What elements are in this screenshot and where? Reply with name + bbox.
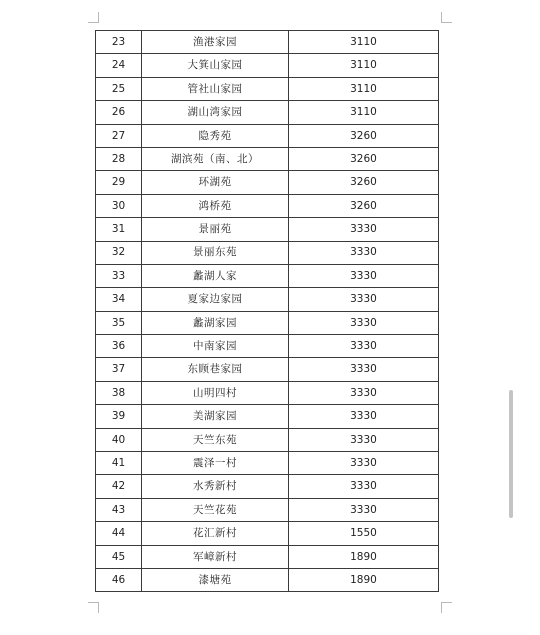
table-row bbox=[96, 54, 439, 77]
row-number-cell: 41 bbox=[96, 452, 142, 475]
community-name-cell: 美湖家园 bbox=[142, 405, 289, 428]
crop-mark-bottom-right bbox=[441, 602, 452, 613]
row-number-cell: 36 bbox=[96, 335, 142, 358]
community-name-cell: 花汇新村 bbox=[142, 522, 289, 545]
table-row bbox=[96, 31, 439, 54]
table-row bbox=[96, 381, 439, 404]
row-number-cell: 44 bbox=[96, 522, 142, 545]
community-name-cell: 漆塘苑 bbox=[142, 568, 289, 591]
value-cell: 3330 bbox=[289, 381, 439, 404]
table-row bbox=[96, 358, 439, 381]
table-row bbox=[96, 218, 439, 241]
community-name-cell: 震泽一村 bbox=[142, 452, 289, 475]
table-row bbox=[96, 194, 439, 217]
table-body bbox=[96, 31, 439, 592]
community-name-cell: 环湖苑 bbox=[142, 171, 289, 194]
row-number-cell: 23 bbox=[96, 31, 142, 54]
table-row bbox=[96, 171, 439, 194]
value-cell: 3330 bbox=[289, 405, 439, 428]
table-row bbox=[96, 288, 439, 311]
community-name-cell: 鸿桥苑 bbox=[142, 194, 289, 217]
value-cell: 3260 bbox=[289, 147, 439, 170]
value-cell: 3330 bbox=[289, 452, 439, 475]
value-cell: 3330 bbox=[289, 218, 439, 241]
table-row bbox=[96, 545, 439, 568]
row-number-cell: 27 bbox=[96, 124, 142, 147]
row-number-cell: 39 bbox=[96, 405, 142, 428]
table-row bbox=[96, 475, 439, 498]
community-name-cell: 天竺花苑 bbox=[142, 498, 289, 521]
crop-mark-bottom-left bbox=[88, 602, 99, 613]
table-row bbox=[96, 405, 439, 428]
table-row bbox=[96, 522, 439, 545]
community-name-cell: 天竺东苑 bbox=[142, 428, 289, 451]
value-cell: 3330 bbox=[289, 335, 439, 358]
community-name-cell: 水秀新村 bbox=[142, 475, 289, 498]
table-row bbox=[96, 335, 439, 358]
row-number-cell: 46 bbox=[96, 568, 142, 591]
value-cell: 3330 bbox=[289, 358, 439, 381]
row-number-cell: 34 bbox=[96, 288, 142, 311]
community-name-cell: 景丽苑 bbox=[142, 218, 289, 241]
community-name-cell: 景丽东苑 bbox=[142, 241, 289, 264]
community-table-container bbox=[95, 30, 438, 592]
value-cell: 1890 bbox=[289, 545, 439, 568]
row-number-cell: 45 bbox=[96, 545, 142, 568]
value-cell: 3110 bbox=[289, 101, 439, 124]
row-number-cell: 35 bbox=[96, 311, 142, 334]
table-row bbox=[96, 241, 439, 264]
value-cell: 3110 bbox=[289, 31, 439, 54]
table-row bbox=[96, 498, 439, 521]
value-cell: 3330 bbox=[289, 288, 439, 311]
table-row bbox=[96, 428, 439, 451]
community-name-cell: 隐秀苑 bbox=[142, 124, 289, 147]
community-name-cell: 湖山湾家园 bbox=[142, 101, 289, 124]
value-cell: 3110 bbox=[289, 54, 439, 77]
value-cell: 3330 bbox=[289, 475, 439, 498]
vertical-scrollbar[interactable] bbox=[509, 390, 513, 518]
community-name-cell: 东顾巷家园 bbox=[142, 358, 289, 381]
community-name-cell: 渔港家园 bbox=[142, 31, 289, 54]
community-name-cell: 中南家园 bbox=[142, 335, 289, 358]
community-table bbox=[95, 30, 439, 592]
row-number-cell: 38 bbox=[96, 381, 142, 404]
table-row bbox=[96, 124, 439, 147]
row-number-cell: 29 bbox=[96, 171, 142, 194]
value-cell: 3260 bbox=[289, 124, 439, 147]
community-name-cell: 管社山家园 bbox=[142, 77, 289, 100]
community-name-cell: 蠡湖家园 bbox=[142, 311, 289, 334]
crop-mark-top-left bbox=[88, 12, 99, 23]
row-number-cell: 24 bbox=[96, 54, 142, 77]
row-number-cell: 30 bbox=[96, 194, 142, 217]
row-number-cell: 37 bbox=[96, 358, 142, 381]
value-cell: 3260 bbox=[289, 171, 439, 194]
community-name-cell: 山明四村 bbox=[142, 381, 289, 404]
value-cell: 1890 bbox=[289, 568, 439, 591]
value-cell: 3330 bbox=[289, 264, 439, 287]
value-cell: 3330 bbox=[289, 428, 439, 451]
table-row bbox=[96, 311, 439, 334]
community-name-cell: 蠡湖人家 bbox=[142, 264, 289, 287]
row-number-cell: 28 bbox=[96, 147, 142, 170]
row-number-cell: 42 bbox=[96, 475, 142, 498]
value-cell: 1550 bbox=[289, 522, 439, 545]
row-number-cell: 40 bbox=[96, 428, 142, 451]
value-cell: 3330 bbox=[289, 498, 439, 521]
table-row bbox=[96, 77, 439, 100]
value-cell: 3330 bbox=[289, 311, 439, 334]
community-name-cell: 湖滨苑（南、北） bbox=[142, 147, 289, 170]
table-row bbox=[96, 264, 439, 287]
row-number-cell: 43 bbox=[96, 498, 142, 521]
community-name-cell: 大箕山家园 bbox=[142, 54, 289, 77]
value-cell: 3330 bbox=[289, 241, 439, 264]
value-cell: 3110 bbox=[289, 77, 439, 100]
row-number-cell: 25 bbox=[96, 77, 142, 100]
row-number-cell: 32 bbox=[96, 241, 142, 264]
row-number-cell: 31 bbox=[96, 218, 142, 241]
table-row bbox=[96, 101, 439, 124]
row-number-cell: 26 bbox=[96, 101, 142, 124]
table-row bbox=[96, 147, 439, 170]
crop-mark-top-right bbox=[441, 12, 452, 23]
table-row bbox=[96, 452, 439, 475]
table-row bbox=[96, 568, 439, 591]
row-number-cell: 33 bbox=[96, 264, 142, 287]
community-name-cell: 军嶂新村 bbox=[142, 545, 289, 568]
community-name-cell: 夏家边家园 bbox=[142, 288, 289, 311]
value-cell: 3260 bbox=[289, 194, 439, 217]
